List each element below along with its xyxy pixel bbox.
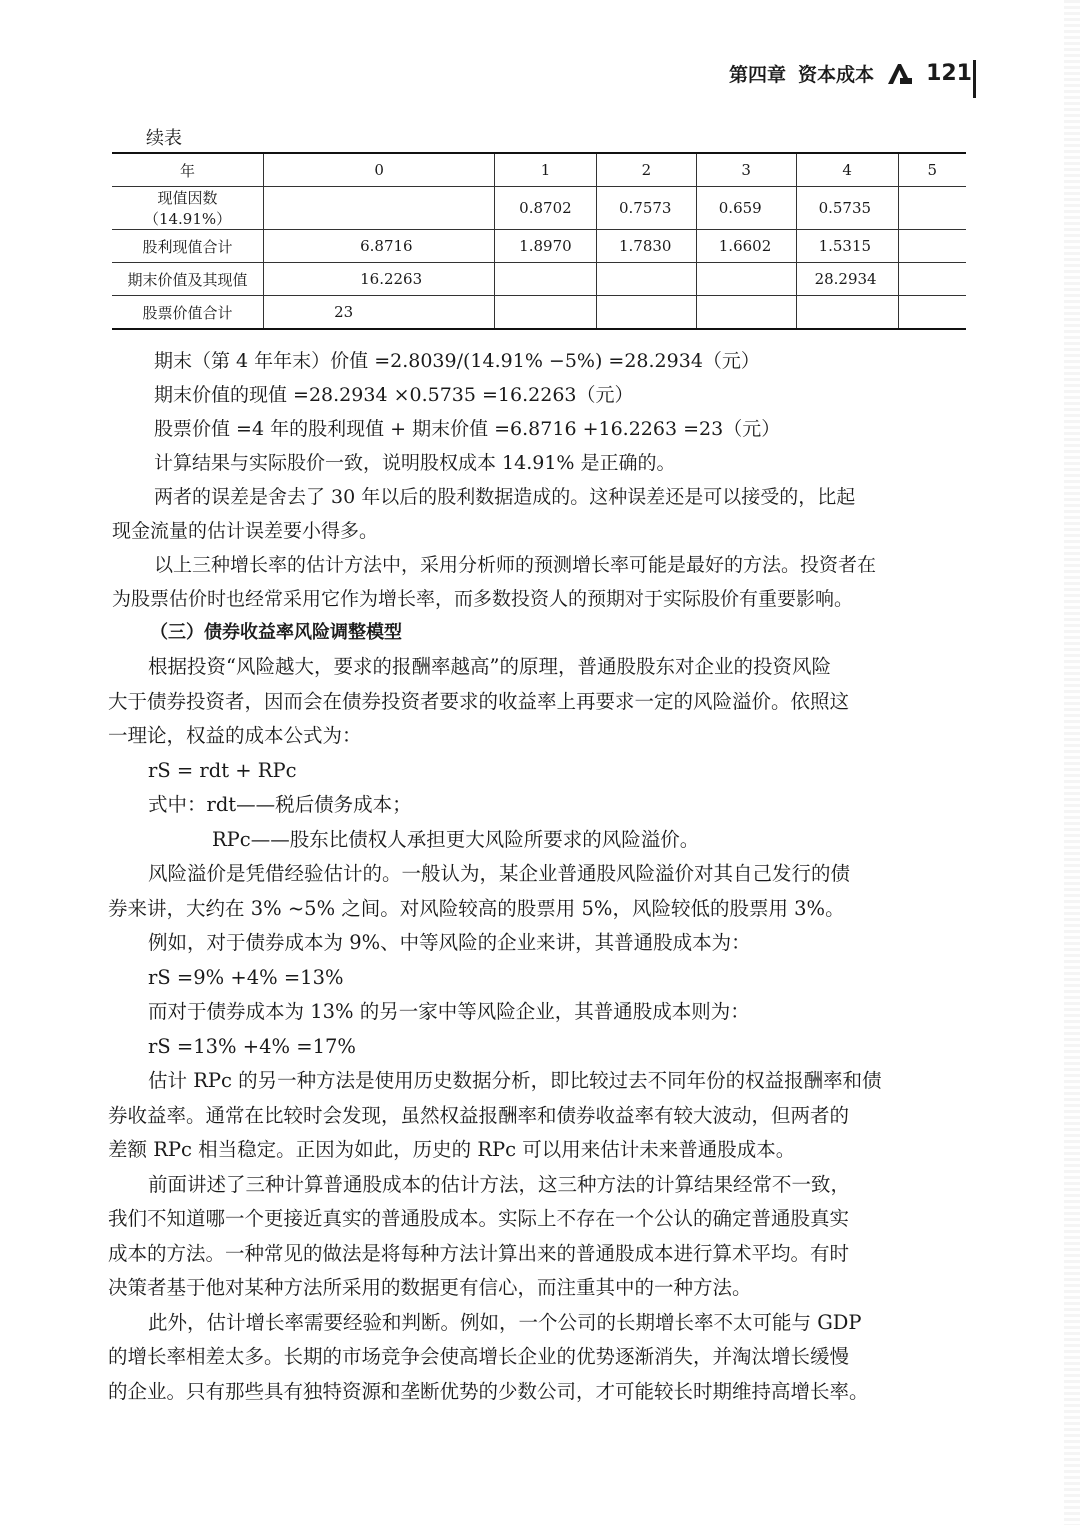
paragraph-line: 成本的方法。一种常见的做法是将每种方法计算出来的普通股成本进行算术平均。有时 <box>108 1241 850 1265</box>
table-header-cell: 3 <box>696 153 796 187</box>
table-row <box>112 187 966 230</box>
paragraph-line: 根据投资“风险越大，要求的报酬率越高”的原理，普通股股东对企业的投资风险 <box>148 655 831 678</box>
table-cell: 现值因数（14.91%） <box>112 187 264 230</box>
calc-line: 股票价值 =4 年的股利现值 + 期末价值 =6.8716 +16.2263 =23（元） <box>154 418 781 440</box>
running-header <box>729 60 972 87</box>
calc-line: 以上三种增长率的估计方法中，采用分析师的预测增长率可能是最好的方法。投资者在 <box>154 554 877 576</box>
publisher-logo-icon <box>886 62 914 86</box>
table-cell <box>898 296 966 330</box>
table-cell: 0.5735 <box>796 187 898 230</box>
table-cell: 6.8716 <box>264 230 495 263</box>
table-header-cell: 0 <box>264 153 495 187</box>
paragraph-line: 我们不知道哪一个更接近真实的普通股成本。实际上不存在一个公认的确定普通股真实 <box>108 1207 850 1230</box>
table-cell <box>898 230 966 263</box>
table-cell <box>264 187 495 230</box>
table-cell: 1.7830 <box>596 230 696 263</box>
paragraph-line: 风险溢价是凭借经验估计的。一般认为，某企业普通股风险溢价对其自己发行的债 <box>148 862 851 885</box>
calc-line: 两者的误差是舍去了 30 年以后的股利数据造成的。这种误差还是可以接受的，比起 <box>154 486 856 508</box>
table-cell: 1.6602 <box>696 230 796 263</box>
paragraph-line: 而对于债券成本为 13% 的另一家中等风险企业，其普通股成本则为： <box>148 1000 750 1023</box>
table-cell: 期末价值及其现值 <box>112 263 264 296</box>
header-rule <box>973 60 976 98</box>
table-cell <box>898 187 966 230</box>
table-cell <box>696 263 796 296</box>
chapter-label: 第四章 <box>729 64 787 86</box>
formula-line: 式中：rdt——税后债务成本； <box>148 793 412 816</box>
paragraph-line: 此外，估计增长率需要经验和判断。例如，一个公司的长期增长率不太可能与 GDP <box>148 1310 862 1334</box>
formula-line: RPc——股东比债权人承担更大风险所要求的风险溢价。 <box>212 827 700 851</box>
body-text <box>108 650 968 1409</box>
table-cell <box>596 296 696 330</box>
calc-line: 期末（第 4 年年末）价值 =2.8039/(14.91% −5%) =28.2934（元） <box>154 350 760 372</box>
table-cell <box>596 263 696 296</box>
table-header-cell: 2 <box>596 153 696 187</box>
table-header-cell: 年 <box>112 153 264 187</box>
page-number: 121 <box>926 61 972 86</box>
table-header-row <box>112 153 966 187</box>
table-cell: 股票价值合计 <box>112 296 264 330</box>
table-cell <box>898 263 966 296</box>
table-cell: 0.7573 <box>596 187 696 230</box>
formula-line: rS =13% +4% =17% <box>148 1034 356 1058</box>
table-cell <box>696 296 796 330</box>
table-cell: 股利现值合计 <box>112 230 264 263</box>
table-cell: 23 <box>264 296 495 330</box>
table-cell: 1.5315 <box>796 230 898 263</box>
calc-line: 计算结果与实际股价一致，说明股权成本 14.91% 是正确的。 <box>154 452 676 474</box>
paragraph-line: 决策者基于他对某种方法所采用的数据更有信心，而注重其中的一种方法。 <box>108 1276 752 1299</box>
paragraph-line: 的增长率相差太多。长期的市场竞争会使高增长企业的优势逐渐消失，并淘汰增长缓慢 <box>108 1345 850 1368</box>
table-cell: 1.8970 <box>495 230 597 263</box>
paragraph-line: 例如，对于债券成本为 9%、中等风险的企业来讲，其普通股成本为： <box>148 931 751 954</box>
calc-line: 为股票估价时也经常采用它作为增长率，而多数投资人的预期对于实际股价有重要影响。 <box>112 588 854 610</box>
table-header-cell: 4 <box>796 153 898 187</box>
table-cell <box>495 296 597 330</box>
table-cell: 0.659 <box>696 187 796 230</box>
table-row <box>112 230 966 263</box>
table-cell: 28.2934 <box>796 263 898 296</box>
table-cell <box>796 296 898 330</box>
table-cell <box>495 263 597 296</box>
table-row <box>112 263 966 296</box>
calc-line: 期末价值的现值 =28.2934 ×0.5735 =16.2263（元） <box>154 384 634 406</box>
paragraph-line: 大于债券投资者，因而会在债券投资者要求的收益率上再要求一定的风险溢价。依照这 <box>108 689 850 713</box>
table-caption: 续表 <box>146 128 182 149</box>
calc-line: 现金流量的估计误差要小得多。 <box>112 520 379 542</box>
formula-line: rS =9% +4% =13% <box>148 965 344 989</box>
paragraph-line: 券来讲，大约在 3% ~5% 之间。对风险较高的股票用 5%，风险较低的股票用 3%。 <box>108 896 845 920</box>
table-header-cell: 5 <box>898 153 966 187</box>
formula-line: rS = rdt + RPc <box>148 758 297 782</box>
valuation-table <box>112 152 966 330</box>
paragraph-line: 估计 RPc 的另一种方法是使用历史数据分析，即比较过去不同年份的权益报酬率和债 <box>148 1069 882 1092</box>
paragraph-line: 差额 RPc 相当稳定。正因为如此，历史的 RPc 可以用来估计未来普通股成本。 <box>108 1138 796 1161</box>
paragraph-line: 券收益率。通常在比较时会发现，虽然权益报酬率和债券收益率有较大波动，但两者的 <box>108 1103 850 1127</box>
paragraph-line: 前面讲述了三种计算普通股成本的估计方法，这三种方法的计算结果经常不一致， <box>148 1172 851 1196</box>
table-cell: 16.2263 <box>264 263 495 296</box>
section-heading: （三）债券收益率风险调整模型 <box>150 622 402 643</box>
page-edge-shadow <box>1064 0 1080 1525</box>
chapter-title: 资本成本 <box>798 64 875 86</box>
table-cell: 0.8702 <box>495 187 597 230</box>
calculation-block <box>112 344 966 650</box>
paragraph-line: 的企业。只有那些具有独特资源和垄断优势的少数公司，才可能较长时期维持高增长率。 <box>108 1379 869 1403</box>
paragraph-line: 一理论，权益的成本公式为： <box>108 724 362 747</box>
table-header-cell: 1 <box>495 153 597 187</box>
table-row <box>112 296 966 330</box>
